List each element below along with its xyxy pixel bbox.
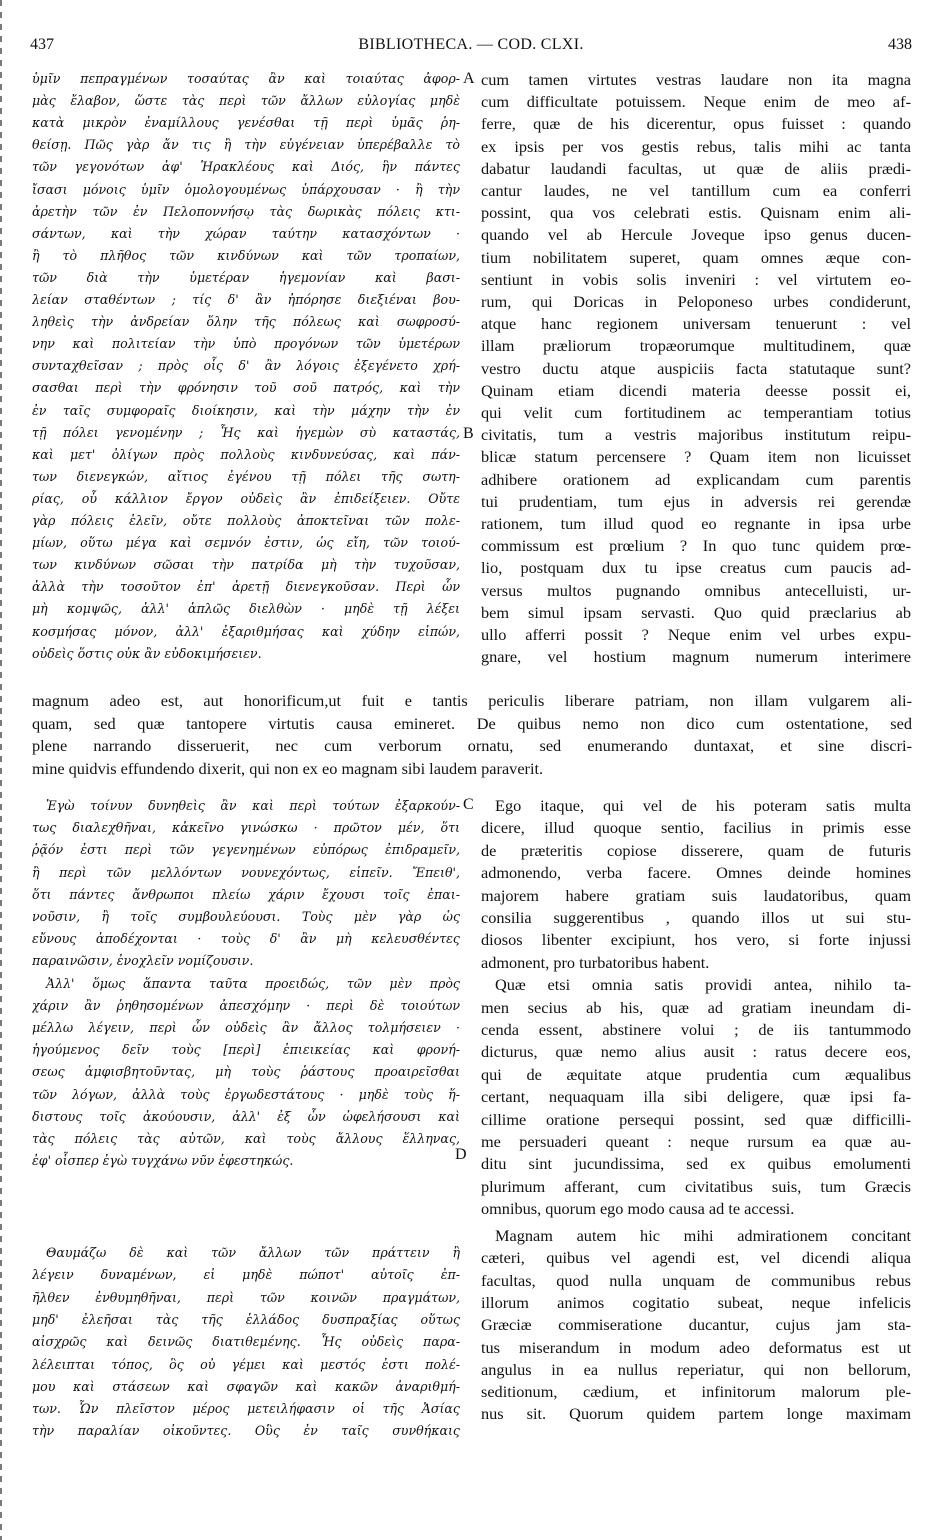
running-title: BIBLIOTHECA. — COD. CLXI.: [358, 36, 584, 53]
text-line: καὶ μετ' ὀλίγων πρὸς πολλοὺς κινδυνεύσας, καὶ πάν-: [32, 446, 460, 462]
text-line: ὑμῖν πεπραγμένων τοσαύτας ἂν καὶ τοιαύτας ἀφορ-: [32, 71, 460, 86]
text-line: plene narrando disseruerit, nec cum verborum ornatu, sed enumerando duntaxat, et sine discri-: [32, 736, 912, 756]
text-line: αἰσχρῶς καὶ δεινῶς διατιθεμένης. Ἧς οὐδεὶς παρα-: [32, 1334, 460, 1350]
page-number-left: 437: [30, 36, 54, 53]
scan-edge: [0, 0, 2, 1540]
text-line: possint, qua vos celebrati estis. Quisnam enim ali-: [481, 203, 911, 223]
text-line: Græciæ commiseratione ducantur, cujus jam sta-: [481, 1315, 911, 1335]
text-line: Quinam etiam dicendi materia deesse possit ei,: [481, 380, 911, 400]
text-line: omnibus, quorum ego modo causa ad te accessi.: [481, 1199, 795, 1219]
section-marker-c: C: [463, 796, 474, 813]
text-line: χάριν ἂν ῥηθησομένων ἀπεσχόμην · περὶ δὲ τοιούτων: [32, 997, 460, 1013]
text-line: Magnam autem hic mihi admirationem concitant: [495, 1226, 911, 1245]
running-header: [30, 36, 912, 58]
text-line: ἢ περὶ τῶν μελλόντων νουνεχόντως, εἰπεῖν. Ἔπειθ',: [32, 864, 460, 880]
text-line: vestro ductu atque auspiciis facta statutaque sunt?: [481, 358, 911, 378]
text-line: ἀρετὴν τῶν ἐν Πελοποννήσῳ τὰς δωρικὰς πόλεις κτι-: [32, 203, 460, 219]
text-line: cum difficultate potuissem. Neque enim de meo af-: [481, 92, 911, 112]
text-line: τῶν γεγονότων ἀφ' Ἡρακλέους καὶ Διός, ἣν πάντες: [32, 159, 460, 175]
text-line: Ego itaque, qui vel de his poteram satis multa: [495, 796, 911, 815]
text-line: ἴσασι μόνοις ὑμῖν ὁμολογουμένως ὑπάρχουσαν · ἢ τὴν: [32, 181, 460, 197]
page-number-right: 438: [888, 36, 912, 53]
text-line: versus multos pugnando omnibus antecelluisti, ur-: [481, 580, 911, 600]
text-line: ληθεὶς τὴν ἀνδρείαν ὅλην τῆς πόλεως καὶ σωφροσύ-: [32, 314, 460, 330]
text-line: rationem, tum illud quod eo regnante in ipsa urbe: [481, 514, 911, 533]
text-line: των κινδύνων σῶσαι τὴν πατρίδα μὴ τὴν τυχοῦσαν,: [32, 557, 460, 573]
text-line: nus sit. Quorum quidem partem longe maximam: [481, 1404, 911, 1424]
text-line: facultas, quod nulla unquam de communibus rebus: [481, 1270, 911, 1290]
text-line: quam, sed quæ tantopere virtutis causa emineret. De quibus nemo non dico cum ostentatione, sed: [32, 713, 912, 733]
text-line: των διενεγκών, αἴτιος ἐγένου τῇ πόλει τῆς σωτη-: [32, 468, 460, 484]
text-line: ὅτι πάντες ἄνθρωποι πλείω χάριν ἔχουσι τοῖς ἐπαι-: [32, 886, 460, 902]
text-line: dabatur laudandi facultas, ut quæ de aliis prædi-: [481, 158, 911, 178]
text-line: μίων, οὕτω μέγα καὶ σεμνόν ἐστιν, ὡς εἴη, τῶν τοιού-: [32, 535, 460, 551]
text-line: dicere, illud quoque sentio, facilius in primis esse: [481, 818, 911, 838]
text-line: ἐφ' οἷσπερ ἐγὼ τυγχάνω νῦν ἐφεστηκώς.: [32, 1153, 294, 1169]
text-line: cenda essent, abstinere volui ; de iis tantummodo: [481, 1020, 911, 1039]
text-line: plurimum afferant, cum civitatibus suis, tum Græcis: [481, 1176, 911, 1196]
text-line: cillime oratione persequi possint, sed quæ difficilli-: [481, 1109, 911, 1129]
text-line: admonent, pro turbatoribus habent.: [481, 952, 710, 972]
text-line: cantur laudes, ne vel tantillum cum ea conferri: [481, 181, 911, 200]
text-line: diosos libenter excipiunt, hos vero, si forte injussi: [481, 930, 911, 950]
text-line: τὴν παραλίαν οἰκοῦντες. Οὓς ἐν ταῖς συνθήκαις: [32, 1423, 460, 1439]
text-line: μέλλω λέγειν, περὶ ὧν οὐδεὶς ἂν ἄλλος τολμήσειεν ·: [32, 1020, 460, 1035]
section-marker-b: B: [463, 425, 474, 442]
text-line: σεως ἀμφισβητοῦντας, μὴ τοὺς ῥάστους προαιρεῖσθαι: [32, 1064, 460, 1080]
text-line: cæteri, quibus vel agendi est, vel dicendi aliqua: [481, 1248, 911, 1268]
text-line: men secius ab his, quæ ad gratiam ineundam di-: [481, 997, 911, 1017]
text-line: angulus in ea nullus reperiatur, qui non bellorum,: [481, 1359, 911, 1379]
text-line: λείαν σταθέντων ; τίς δ' ἂν ἠπόρησε διεξιέναι βου-: [32, 292, 460, 307]
text-line: λέγειν δυναμένων, εἰ μηδὲ πώποτ' αὐτοῖς ἐπ-: [32, 1267, 460, 1283]
text-line: Ἀλλ' ὅμως ἅπαντα ταῦτα προειδώς, τῶν μὲν πρὸς: [46, 975, 460, 991]
text-line: tium nobilitatem superet, quam omnes æque con-: [481, 247, 911, 267]
text-line: ullo afferri possit ? Neque enim vel urbes expu-: [481, 625, 911, 644]
text-line: dicturus, quæ nemo alius ausit : ratus decere eos,: [481, 1042, 911, 1062]
text-line: ῆλθεν ἐνθυμηθῆναι, περὶ τῶν κοινῶν πραγμάτων,: [32, 1289, 460, 1305]
text-line: sentiunt in vobis solis inveniri : vel virtutem eo-: [481, 269, 911, 289]
text-line: νοῦσιν, ἢ τοῖς συμβουλεύουσι. Τοὺς μὲν γὰρ ὡς: [32, 909, 460, 924]
text-line: τὰς πόλεις τὰς αὐτῶν, καὶ τοὺς ἄλλους ἕλληνας,: [32, 1131, 460, 1146]
text-line: gnare, vel hostium magnum numerum interimere: [481, 647, 911, 667]
text-line: σάντων, καὶ τὴν χώραν ταύτην κατασχόντων ·: [32, 225, 460, 241]
text-line: διστους τοῖς ἀκούουσιν, ἀλλ' ἐξ ὧν ὠφελήσουσι καὶ: [32, 1108, 460, 1124]
text-line: civitatis, tum a vestris majoribus institutum reipu-: [481, 425, 911, 445]
text-line: bem simul ipsam servasti. Quo quid præclarius ab: [481, 602, 911, 622]
text-line: ἀλλὰ τὴν τοσοῦτον ἐπ' ἀρετῇ διενεγκοῦσαν. Περὶ ὧν: [32, 579, 460, 595]
text-line: qui velit cum fortitudinem ac temperantiam totius: [481, 403, 911, 422]
text-line: mine quidvis effundendo dixerit, qui non ex eo magnam sibi laudem paraverit.: [32, 758, 544, 778]
text-line: συνταχθεῖσαν ; πρὸς οἷς δ' ἂν λόγοις ἐξεγένετο χρή-: [32, 358, 460, 374]
text-line: tus miserandum in modum adeo deformatus est ut: [481, 1337, 911, 1357]
text-line: ρίας, οὗ κάλλιον ἔργον οὐδεὶς ἂν ἐπιδείξειεν. Οὔτε: [32, 490, 460, 506]
text-line: cum tamen virtutes vestras laudare non ita magna: [481, 70, 911, 89]
text-line: seditionum, cædium, et infinitorum malorum ple-: [481, 1382, 911, 1402]
text-line: σασθαι περὶ τὴν φρόνησιν τοῦ σοῦ πατρός, καὶ τὴν: [32, 380, 460, 396]
text-line: οὐδεὶς ὅστις οὐκ ἂν εὐδοκιμήσειεν.: [32, 645, 262, 661]
text-line: τῶν διὰ τὴν ὑμετέραν ἡγεμονίαν καὶ βασι-: [32, 269, 460, 285]
text-line: νην καὶ πολιτείαν τὴν ὑπὸ προγόνων τῶν ὑμετέρων: [32, 336, 460, 352]
text-line: μὴ κομψῶς, ἀλλ' ἁπλῶς διελθὼν · μηδὲ τῇ λέξει: [32, 601, 460, 617]
text-line: lio, postquam dux tu ipse creatus cum paucis ad-: [481, 558, 911, 578]
text-line: κοσμήσας μόνον, ἀλλ' ἐξαριθμήσας καὶ χύδην εἰπών,: [32, 623, 460, 639]
text-line: λέλειπται τόπος, ὃς οὐ γέμει καὶ μεστός ἐστι πολέ-: [32, 1356, 460, 1372]
text-line: consilia suggerentibus , quando illos ut sui stu-: [481, 908, 911, 927]
text-line: μὰς ἔλαβον, ὥστε τὰς περὶ τῶν ἄλλων εὐλογίας μηδὲ: [32, 93, 460, 109]
text-line: ditu sint jucundissima, sed ex quibus emolumenti: [481, 1154, 911, 1174]
text-line: majorem habere gratiam suis laudatoribus, quam: [481, 885, 911, 905]
text-line: de præteritis copiose disserere, quam de futuris: [481, 840, 911, 860]
text-line: tui prudentiam, tum ejus in adversis rei gerendæ: [481, 491, 911, 511]
section-marker-a: A: [463, 70, 475, 87]
text-line: magnum adeo est, aut honorificum,ut fuit e tantis periculis liberare patriam, non illam vulgarem ali-: [32, 691, 912, 710]
text-line: τως διαλεχθῆναι, κἀκεῖνο γινώσκω · πρῶτον μέν, ὅτι: [32, 820, 460, 836]
text-line: μου καὶ στάσεων καὶ σφαγῶν καὶ κακῶν ἀναριθμή-: [32, 1378, 460, 1394]
text-line: γὰρ πόλεις ἑλεῖν, οὔτε πολλοὺς ἀποκτεῖναι τῶν πολε-: [32, 513, 460, 528]
text-line: illorum animos cogitatio subeat, neque infelicis: [481, 1292, 911, 1312]
text-line: ἐν ταῖς συμφοραῖς διοίκησιν, καὶ τὴν μάχην τὴν ἐν: [32, 402, 460, 418]
text-line: Θαυμάζω δὲ καὶ τῶν ἄλλων τῶν πράττειν ἢ: [46, 1245, 460, 1260]
text-line: τῇ πόλει γενομένην ; Ἧς καὶ ἡγεμὼν σὺ καταστάς,: [32, 424, 460, 440]
text-line: ἢ τὸ πλῆθος τῶν κινδύνων καὶ τῶν τροπαίων,: [32, 247, 460, 263]
text-line: me persuaderi queant : neque rursum ea quæ au-: [481, 1132, 911, 1151]
text-line: μηδ' ἐλεῆσαι τὰς τῆς ἑλλάδος δυσπραξίας οὕτως: [32, 1311, 460, 1327]
text-line: Ἐγὼ τοίνυν δυνηθεὶς ἂν καὶ περὶ τούτων ἐξαρκούν-: [46, 798, 460, 813]
text-line: illam præliorum tropæorumque multitudinem, quæ: [481, 336, 911, 356]
text-line: των. Ὧν πλεῖστον μέρος μετειλήφασιν οἱ τῆς Ἀσίας: [32, 1401, 460, 1417]
text-line: ferre, quæ de his dicerentur, opus fuisset : quando: [481, 114, 911, 134]
text-line: qui de æquitate atque prudentia cum æqualibus: [481, 1064, 911, 1084]
text-line: ῥᾷόν ἐστι περὶ τῶν γεγενημένων εὐπόρως ἐπιδραμεῖν,: [32, 842, 460, 858]
text-line: τῶν λόγων, ἀλλὰ τοὺς ἐργωδεστάτους · μηδὲ τοὺς ἥ-: [32, 1086, 460, 1102]
text-line: atque hanc regionem universam tenuerunt : vel: [481, 314, 911, 334]
text-line: ex ipsis per vos gestis rebus, talis mihi ac tanta: [481, 136, 911, 156]
text-line: Quæ etsi omnia satis providi antea, nihilo ta-: [495, 975, 911, 995]
section-marker-d: D: [455, 1146, 467, 1163]
text-line: blicæ statum percensere ? Quam item non licuisset: [481, 447, 911, 467]
text-line: quando vel ab Hercule Joveque ipso genus ducen-: [481, 225, 911, 245]
text-line: ἡγούμενος δεῖν τοὺς [περὶ] ἐπιεικείας καὶ φρονή-: [32, 1042, 460, 1058]
text-line: θείσῃ. Πῶς γὰρ ἄν τις ἢ τὴν εὐγένειαν ὑπερέβαλλε τὸ: [32, 137, 460, 153]
text-line: παραινῶσιν, ἐνοχλεῖν νομίζουσιν.: [32, 953, 254, 969]
text-line: commissum est prœlium ? In quo tunc quidem prœ-: [481, 536, 911, 556]
text-line: κατὰ μικρὸν ἐναμίλλους γενέσθαι τῇ περὶ ὑμᾶς ῥη-: [32, 115, 460, 131]
text-line: εὔνους ἀποδέχονται · τοὺς δ' ἂν μὴ κελευσθέντες: [32, 931, 460, 947]
text-line: rum, qui Doricas in Peloponeso urbes condiderunt,: [481, 292, 911, 311]
text-line: admonendo, verba facere. Omnes deinde homines: [481, 863, 911, 883]
text-line: adhibere orationem ad explicandam cum parentis: [481, 469, 911, 489]
text-line: certant, nequaquam illa sibi deligere, quæ ipsi fa-: [481, 1087, 911, 1107]
